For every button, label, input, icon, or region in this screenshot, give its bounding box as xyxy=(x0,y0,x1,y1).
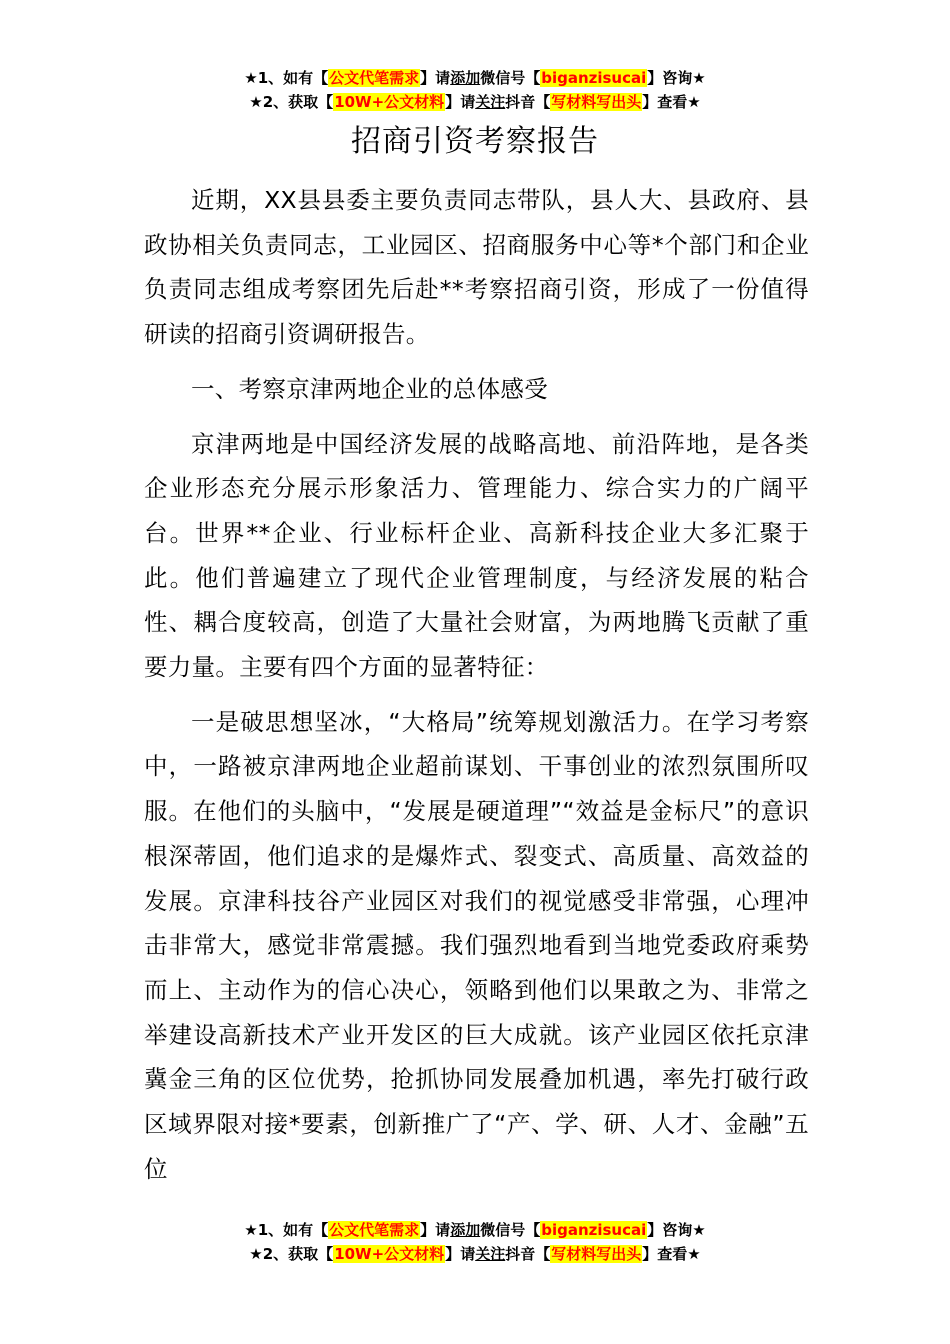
notice-highlight: 公文代笔需求 xyxy=(329,69,420,87)
notice-line-2: ★2、获取【10W+公文材料】请关注抖音【写材料写出头】查看★ xyxy=(249,1245,701,1263)
header-notice xyxy=(0,66,950,114)
document-body xyxy=(144,178,809,1201)
douyin-account: 写材料写出头 xyxy=(551,1245,642,1263)
footer-notice xyxy=(0,1218,950,1266)
document-title: 招商引资考察报告 xyxy=(351,124,599,159)
notice-line-2: ★2、获取【10W+公文材料】请关注抖音【写材料写出头】查看★ xyxy=(249,93,701,111)
douyin-account: 写材料写出头 xyxy=(551,93,642,111)
notice-highlight: 公文代笔需求 xyxy=(329,1221,420,1239)
wechat-id: biganzisucai xyxy=(541,1221,647,1239)
section-heading: 一、考察京津两地企业的总体感受 xyxy=(191,374,548,403)
paragraph-intro: 近期，XX县县委主要负责同志带队，县人大、县政府、县政协相关负责同志，工业园区、招商服务中心等*个部门和企业负责同志组成考察团先后赴**考察招商引资，形成了一份值得研读的招商引资调研报告。 xyxy=(144,186,809,349)
wechat-id: biganzisucai xyxy=(541,69,647,87)
notice-highlight: 10W+公文材料 xyxy=(334,93,445,111)
notice-line-1: ★1、如有【公文代笔需求】请添加微信号【biganzisucai】咨询★ xyxy=(244,69,706,87)
notice-line-1: ★1、如有【公文代笔需求】请添加微信号【biganzisucai】咨询★ xyxy=(244,1221,706,1239)
paragraph-point-one: 一是破思想坚冰，“大格局”统筹规划激活力。在学习考察中，一路被京津两地企业超前谋划、干事创业的浓烈氛围所叹服。在他们的头脑中，“发展是硬道理”“效益是金标尺”的意识根深蒂固，他们追求的是爆炸式、裂变式、高质量、高效益的发展。京津科技谷产业园区对我们的视觉感受非常强，心理冲击非常大，感觉非常震撼。我们强烈地看到当地党委政府乘势而上、主动作为的信心决心，领略到他们以果敢之为、非常之举建设高新技术产业开发区的巨大成就。该产业园区依托京津冀金三角的区位优势，抢抓协同发展叠加机遇，率先打破行政区域界限对接*要素，创新推广了“产、学、研、人才、金融”五位 xyxy=(144,707,809,1183)
notice-highlight: 10W+公文材料 xyxy=(334,1245,445,1263)
paragraph-overview: 京津两地是中国经济发展的战略高地、前沿阵地，是各类企业形态充分展示形象活力、管理能力、综合实力的广阔平台。世界**企业、行业标杆企业、高新科技企业大多汇聚于此。他们普遍建立了现代企业管理制度，与经济发展的粘合性、耦合度较高，创造了大量社会财富，为两地腾飞贡献了重要力量。主要有四个方面的显著特征： xyxy=(144,429,809,682)
